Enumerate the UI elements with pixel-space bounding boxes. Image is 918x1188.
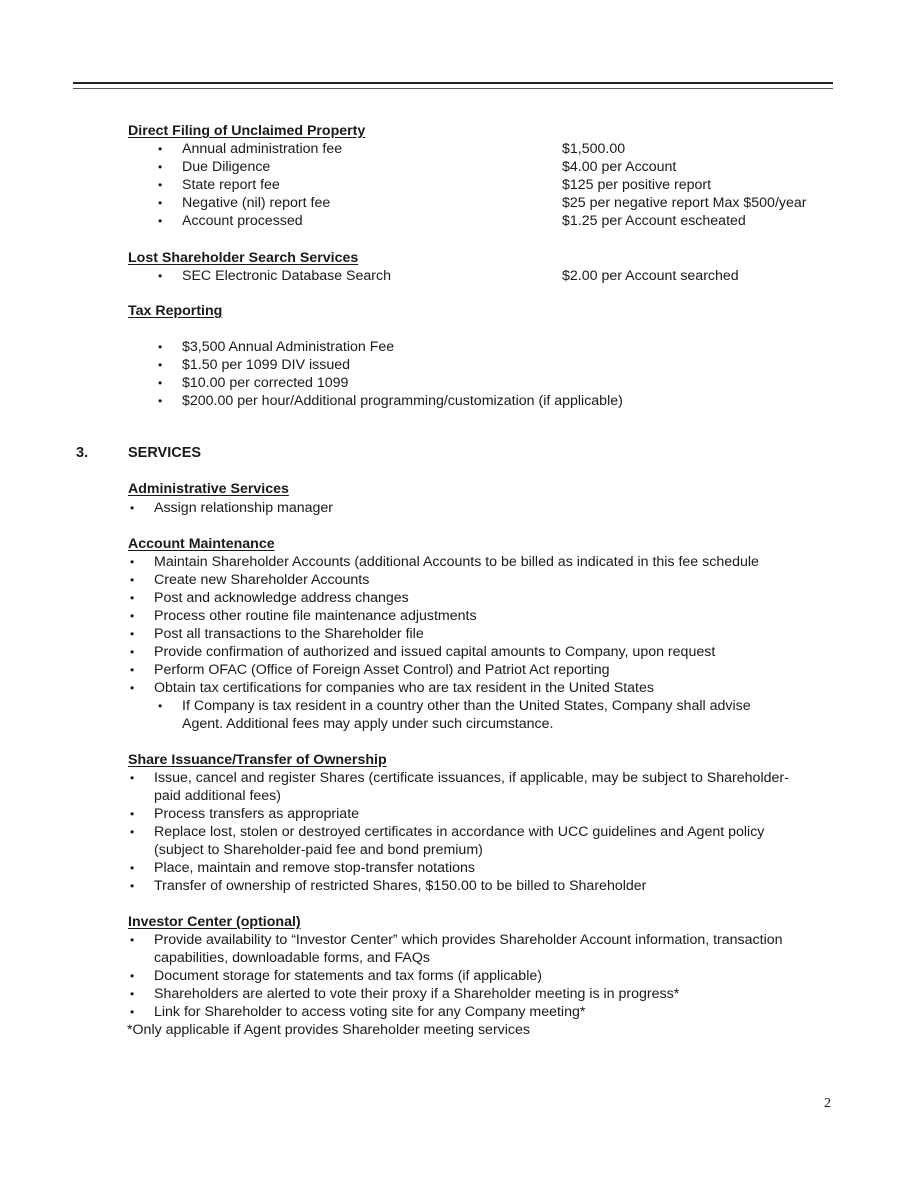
bullet-icon: • [158,699,163,713]
bullet-icon: • [130,771,135,785]
list-item: Create new Shareholder Accounts [154,572,370,588]
tax-reporting-heading: Tax Reporting [128,303,223,319]
fee-value: $2.00 per Account searched [562,268,739,284]
bullet-icon: • [158,376,163,390]
fee-label: State report fee [182,177,280,193]
list-item: Shareholders are alerted to vote their proxy if a Shareholder meeting is in progress* [154,986,680,1002]
bullet-icon: • [130,1005,135,1019]
list-item: $1.50 per 1099 DIV issued [182,357,350,373]
fee-value: $4.00 per Account [562,159,677,175]
bullet-icon: • [130,591,135,605]
bullet-icon: • [130,825,135,839]
header-rule [73,82,833,89]
list-item: Perform OFAC (Office of Foreign Asset Control) and Patriot Act reporting [154,662,610,678]
list-item-continued: (subject to Shareholder-paid fee and bond premium) [154,842,483,858]
list-item: Link for Shareholder to access voting site for any Company meeting* [154,1004,586,1020]
bullet-icon: • [158,394,163,408]
bullet-icon: • [130,879,135,893]
bullet-icon: • [158,160,163,174]
fee-label: SEC Electronic Database Search [182,268,391,284]
fee-label: Negative (nil) report fee [182,195,331,211]
list-item: Document storage for statements and tax forms (if applicable) [154,968,542,984]
bullet-icon: • [130,933,135,947]
list-item: Process other routine file maintenance adjustments [154,608,477,624]
bullet-icon: • [158,358,163,372]
footnote: *Only applicable if Agent provides Shareholder meeting services [127,1022,530,1038]
list-item: Provide confirmation of authorized and issued capital amounts to Company, upon request [154,644,716,660]
administrative-heading: Administrative Services [128,481,289,497]
fee-label: Account processed [182,213,303,229]
list-item-continued: paid additional fees) [154,788,281,804]
bullet-icon: • [130,807,135,821]
list-item: Replace lost, stolen or destroyed certificates in accordance with UCC guidelines and Agent policy [154,824,765,840]
list-item: Assign relationship manager [154,500,334,516]
bullet-icon: • [158,269,163,283]
list-item: $3,500 Annual Administration Fee [182,339,395,355]
fee-value: $25 per negative report Max $500/year [562,195,807,211]
sub-list-item-continued: Agent. Additional fees may apply under such circumstance. [182,716,554,732]
lost-shareholder-heading: Lost Shareholder Search Services [128,250,359,266]
list-item: Issue, cancel and register Shares (certificate issuances, if applicable, may be subject to Shareholder- [154,770,789,786]
bullet-icon: • [130,645,135,659]
direct-filing-heading: Direct Filing of Unclaimed Property [128,123,366,139]
bullet-icon: • [130,663,135,677]
list-item: Post all transactions to the Shareholder file [154,626,424,642]
list-item: $200.00 per hour/Additional programming/customization (if applicable) [182,393,623,409]
bullet-icon: • [130,609,135,623]
section-number: 3. [76,445,89,461]
list-item: Post and acknowledge address changes [154,590,409,606]
account-maintenance-heading: Account Maintenance [128,536,275,552]
list-item: Maintain Shareholder Accounts (additional Accounts to be billed as indicated in this fee schedule [154,554,759,570]
bullet-icon: • [158,178,163,192]
bullet-icon: • [158,142,163,156]
list-item: Obtain tax certifications for companies who are tax resident in the United States [154,680,654,696]
bullet-icon: • [130,861,135,875]
bullet-icon: • [130,987,135,1001]
fee-value: $1,500.00 [562,141,626,157]
bullet-icon: • [158,196,163,210]
bullet-icon: • [158,340,163,354]
fee-label: Due Diligence [182,159,271,175]
bullet-icon: • [130,501,135,515]
bullet-icon: • [130,681,135,695]
bullet-icon: • [130,969,135,983]
bullet-icon: • [130,573,135,587]
section-title: SERVICES [128,445,202,461]
list-item: Process transfers as appropriate [154,806,360,822]
page-number: 2 [824,1096,831,1111]
list-item: Provide availability to “Investor Center” which provides Shareholder Account information, transaction [154,932,783,948]
bullet-icon: • [130,555,135,569]
list-item: Transfer of ownership of restricted Shares, $150.00 to be billed to Shareholder [154,878,647,894]
list-item-continued: capabilities, downloadable forms, and FAQs [154,950,431,966]
fee-value: $125 per positive report [562,177,712,193]
investor-center-heading: Investor Center (optional) [128,914,301,930]
bullet-icon: • [158,214,163,228]
fee-value: $1.25 per Account escheated [562,213,746,229]
sub-list-item: If Company is tax resident in a country other than the United States, Company shall advise [182,698,751,714]
list-item: Place, maintain and remove stop-transfer notations [154,860,475,876]
list-item: $10.00 per corrected 1099 [182,375,349,391]
fee-label: Annual administration fee [182,141,343,157]
share-issuance-heading: Share Issuance/Transfer of Ownership [128,752,387,768]
bullet-icon: • [130,627,135,641]
